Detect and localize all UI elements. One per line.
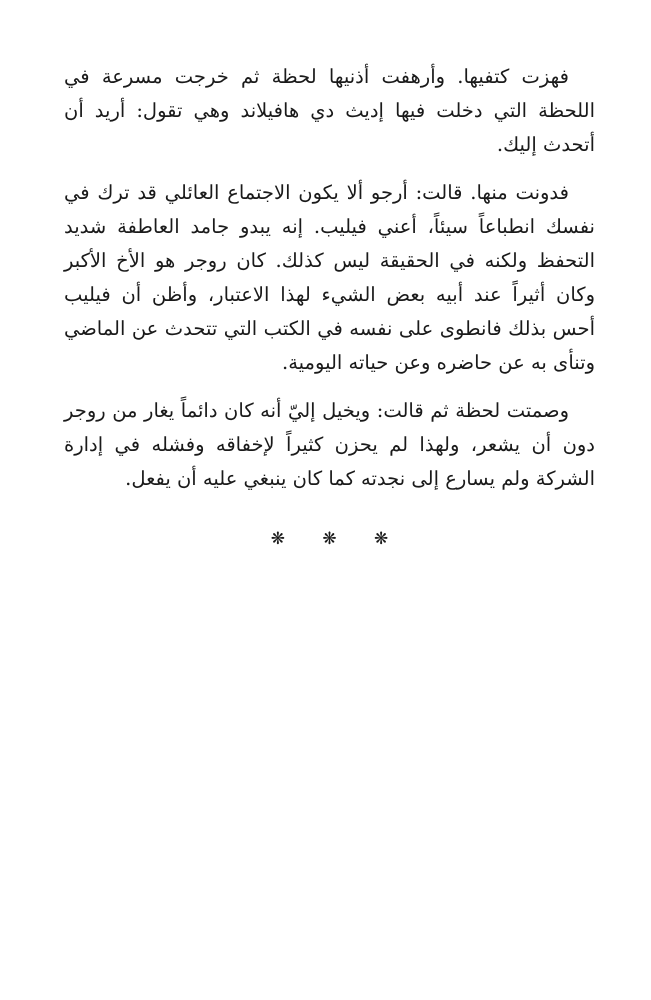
section-separator: ❋ ❋ ❋ [270,529,405,549]
paragraph-2: فدونت منها. قالت: أرجو ألا يكون الاجتماع العائلي قد ترك في نفسك انطباعاً سيئاً، أعني فيليب. إنه يبدو جامد العاطفة شديد التحفظ ولكنه في الحقيقة ليس كذلك. كان روجر هو الأخ الأكبر وكان أثيراً عند أبيه بعض الشيء لهذا الاعتبار، وأظن أن فيليب أحس بذلك فانطوى على نفسه في الكتب التي تتحدث عن الماضي وتنأى به عن حاضره وعن حياته اليومية. [64,181,595,374]
paragraph-3: وصمتت لحظة ثم قالت: ويخيل إليّ أنه كان دائماً يغار من روجر دون أن يشعر، ولهذا لم يحزن كثيراً لإخفاقه وفشله في إدارة الشركة ولم يسارع إلى نجدته كما كان ينبغي عليه أن يفعل. [64,399,595,490]
book-page [64,60,595,556]
paragraph-1: فهزت كتفيها. وأرهفت أذنيها لحظة ثم خرجت مسرعة في اللحظة التي دخلت فيها إديث دي هافيلاند وهي تقول: أريد أن أتحدث إليك. [64,65,595,156]
